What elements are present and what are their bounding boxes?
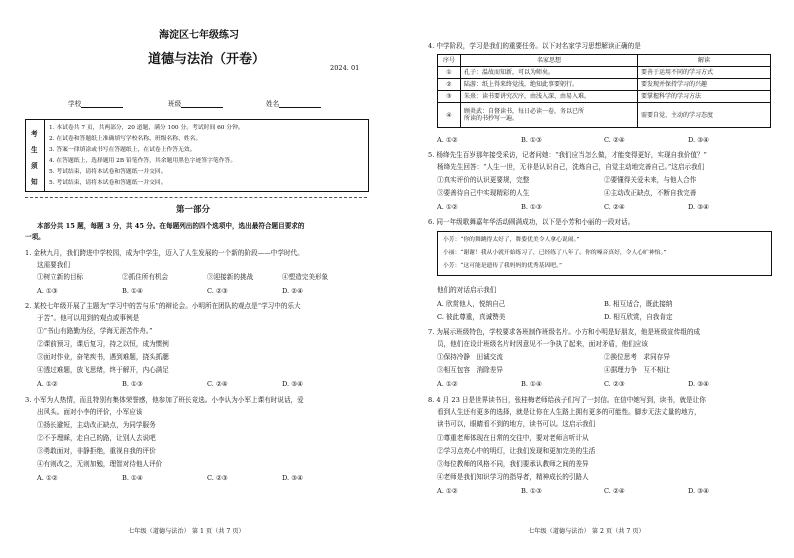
q3-item: ③勇敢面对，非静拒绝，重视自我的评价 — [37, 447, 156, 455]
q8-item: ③每位教师的风格不同，我们要承认教师之间的差异 — [437, 460, 589, 468]
q6-dialog-box — [437, 231, 772, 276]
q3-item: ②不予理睬，走自己的路，让别人去说吧 — [37, 434, 156, 442]
header-cell: 名家思想 — [461, 55, 638, 67]
q4-option-d: D. ③④ — [688, 136, 710, 144]
q2-item: ②课前预习，课后复习，持之以恒，成为惯例 — [37, 340, 169, 348]
q4-option-a: A. ①② — [437, 136, 458, 144]
table-cell: 孔子：温故而知新，可以为师矣。 — [461, 67, 638, 79]
q6-option-c: C. 彼此尊重，真诚赞美 — [437, 313, 506, 321]
q1-item: ③迎接新的挑战 — [207, 273, 254, 281]
q6-option-b: B. 相互适合，既此接纳 — [604, 300, 673, 308]
q6-ask: 他们的对话启示我们 — [437, 286, 497, 294]
table-cell: 要善于运用不同的学习方式 — [638, 67, 771, 79]
notes-label-char: 知 — [31, 178, 38, 186]
exam-notes — [25, 119, 369, 192]
q2-option-a: A. ①② — [37, 380, 58, 388]
q5-item: ④主动改正缺点，不断自我完善 — [604, 189, 697, 197]
q1-option-b: B. ①④ — [122, 287, 143, 295]
table-header — [438, 55, 771, 67]
table-row — [438, 103, 771, 128]
table-cell: 需要自觉、主动的学习态度 — [638, 103, 771, 128]
q5-item: ②要懂得关爱未来，与他人合作 — [604, 176, 697, 184]
q3-item: ④有则改之，无则加勉，理智对待他人评价 — [37, 460, 163, 468]
q4-stem: 4. 中学阶段，学习是我们的重要任务。以下对名家学习思想解读正确的是 — [428, 42, 641, 50]
header-cell: 序号 — [438, 55, 461, 67]
q3-item: ①扬长避短，主动改正缺点，为同学服务 — [37, 421, 156, 429]
q1-item: ④塑造完美形象 — [282, 273, 329, 281]
q7-item: ②换位思考 求同存异 — [604, 353, 670, 361]
school-label: 学校 — [68, 100, 82, 108]
q5-stem-cont: 杨绛先生回答：“人生一世，无非是认识自己，洗炼自己，自觉主动地完善自己。”这启示我们 — [437, 163, 705, 171]
q3-stem-cont: 出风头。面对小李的评价，小军应该 — [37, 408, 143, 416]
page-footer: 七年级（道德与法治） 第 1 页（共 7 页） — [128, 528, 245, 535]
table-cell-line: 顾炎武：自督读书，每日必读一卷，务以已所 — [464, 108, 585, 115]
name-label: 姓名 — [266, 100, 280, 108]
q7-item: ④据理力争 互不相让 — [604, 366, 670, 374]
q5-stem: 5. 杨绛先生百岁那年接受采访，记者问她：“我们应当怎么做，才能变得更好，实现自我价值？” — [428, 151, 707, 159]
q3-option-d: D. ③④ — [282, 474, 304, 482]
q8-option-c: C. ②④ — [604, 487, 625, 495]
q8-option-a: A. ①② — [437, 487, 458, 495]
note-item: 1. 本试卷共 7 页，共两部分，20 道题，满分 100 分。考试时间 60 分钟。 — [49, 125, 244, 131]
table-row — [438, 79, 771, 91]
q7-item: ③相互包容 消除差异 — [437, 366, 503, 374]
q5-option-d: D. ③④ — [688, 203, 710, 211]
note-item: 2. 在试卷和答题纸上准确填写学校名称、班级名称、姓名。 — [49, 136, 202, 142]
q8-option-b: B. ①③ — [521, 487, 542, 495]
q1-item: ①树立新的目标 — [37, 273, 84, 281]
table-cell: ① — [438, 67, 461, 79]
table-cell: 要掌握科学的学习方法 — [638, 91, 771, 103]
q8-item: ④老师是我们知识学习的指导者，精神成长的引路人 — [437, 473, 589, 481]
q6-option-d: D. 相互欣赏，自我肯定 — [604, 313, 673, 321]
table-cell: ③ — [438, 91, 461, 103]
table-cell: 要发现并保持学习的兴趣 — [638, 79, 771, 91]
exam-date: 2024. 01 — [330, 64, 360, 72]
note-item: 3. 答案一律填涂或书写在答题纸上，在试卷上作答无效。 — [49, 147, 196, 153]
q3-option-b: B. ①④ — [122, 474, 143, 482]
name-field — [266, 100, 321, 108]
q3-option-a: A. ①② — [37, 474, 58, 482]
q2-stem: 2. 某校七年级开展了主题为“学习中的苦与乐”的辩论会。小明所在团队的观点是“学习中的乐大 — [25, 302, 301, 310]
page-footer: 七年级（道德与法治） 第 2 页（共 7 页） — [528, 528, 645, 535]
table-row — [438, 91, 771, 103]
q6-option-a: A. 欣赏他人，悦纳自己 — [437, 300, 506, 308]
q3-stem: 3. 小军为人热情，而且特别有集体荣誉感，他参加了班长竞选。小李认为小军上课有时说话，爱 — [25, 396, 304, 404]
q8-option-d: D. ③④ — [688, 487, 710, 495]
q5-item: ③要善待自己中实现精彩的人生 — [437, 189, 530, 197]
q4-option-c: C. ②④ — [604, 136, 625, 144]
header-cell: 解读 — [638, 55, 771, 67]
exam-name: 海淀区七年级练习 — [159, 30, 239, 41]
q8-stem: 8. 4 月 23 日是世界读书日，张桂梅老师给孩子们写了一封信。在信中她写到，读书，就是让你 — [428, 396, 706, 404]
dialog-line: 小芳：“这可能是遗传了我妈妈的优秀基因吧。” — [443, 263, 562, 269]
notes-label-char: 考 — [31, 130, 38, 138]
q7-stem: 7. 为展示班级特色，学校要求各班制作班级名片。小方和小明是好朋友，他是班级宣传组的成 — [428, 328, 701, 336]
notes-label — [26, 120, 45, 191]
school-field — [68, 100, 123, 108]
q5-option-b: B. ①③ — [521, 203, 542, 211]
q7-option-b: B. ①④ — [521, 380, 542, 388]
q7-stem-cont: 员，他们在设计班级名片时因意见不一争执了起来，面对矛盾，他们应该 — [437, 340, 648, 348]
q7-option-d: D. ③④ — [688, 380, 710, 388]
q1-option-c: C. ②③ — [207, 287, 228, 295]
table-cell: ④ — [438, 103, 461, 128]
q2-option-b: B. ①③ — [122, 380, 143, 388]
q7-option-c: C. ②③ — [604, 380, 625, 388]
table-cell: 陆游：纸上得来终觉浅，绝知此事要躬行。 — [461, 79, 638, 91]
q8-stem-cont: 看到人生还有更多的选择，就是让你在人生路上拥有更多的可能性。脚步无法丈量的地方， — [437, 408, 701, 416]
table-row — [438, 67, 771, 79]
notes-label-char: 生 — [31, 146, 38, 154]
q2-item: ③面对作业，奋笔疾书，遇到难题，挠头抓腮 — [37, 353, 169, 361]
q1-item: ②抓住所有机会 — [122, 273, 169, 281]
q1-option-d: D. ②④ — [282, 287, 304, 295]
subject-title: 道德与法治（开卷） — [148, 52, 266, 67]
q6-stem: 6. 同一年级歌舞嘉年华活动圆满成功，以下是小芳和小丽的一段对话。 — [428, 218, 635, 226]
q1-stem: 1. 金秋九月，我们跨进中学校园，成为中学生，迈入了人生发展的一个新的阶段——中学时代。 — [25, 249, 304, 257]
q2-option-c: C. ②④ — [207, 380, 228, 388]
q4-option-b: B. ①③ — [521, 136, 542, 144]
q5-option-a: A. ①② — [437, 203, 458, 211]
table-cell — [461, 103, 638, 128]
q5-option-c: C. ②④ — [604, 203, 625, 211]
q3-option-c: C. ②③ — [207, 474, 228, 482]
q2-item: ①“书山有路勤为径，学海无涯苦作舟。” — [37, 327, 153, 335]
note-item: 4. 在答题纸上，选择题用 2B 铅笔作答，其余题用黑色字迹签字笔作答。 — [49, 158, 237, 164]
q8-stem-cont: 读书可以，眼睛看不到的地方，读书可以。这启示我们 — [437, 420, 596, 428]
q8-item: ②学习点亮心中的明灯，让我们发现和更加完美的生活 — [437, 447, 596, 455]
class-label: 班级 — [168, 100, 182, 108]
class-field — [168, 100, 223, 108]
dialog-line: 小丽：“谢谢！我从小就开始练习了，已经练了八年了。你的嗓音真好，令人心旷神怡。” — [443, 250, 667, 256]
q8-item: ①尊重老师体现在日常的交往中，要对老师言听计从 — [437, 434, 589, 442]
part1-title: 第一部分 — [176, 205, 211, 215]
q7-item: ①保持冷静 田诚交流 — [437, 353, 503, 361]
q4-table — [437, 54, 771, 128]
q7-option-a: A. ①② — [437, 380, 458, 388]
table-cell: ② — [438, 79, 461, 91]
q1-option-a: A. ①③ — [37, 287, 58, 295]
dialog-line: 小芳：“你的舞跳得太好了，舞姿优美令人拿心说闹。” — [443, 237, 580, 243]
note-item: 5. 考试结束，请将本试卷和答题纸一并交回。 — [49, 169, 167, 175]
q2-option-d: D. ③④ — [282, 380, 304, 388]
q1-stem-cont: 这需要我们 — [37, 261, 70, 269]
divider — [25, 197, 367, 198]
part1-intro-cont: 一项。 — [25, 233, 45, 241]
q2-item: ④透过难题，放飞思绪，终于解开，内心满足 — [37, 366, 169, 374]
note-item: 5. 考试结束，请将本试卷和答题纸一并交回。 — [49, 180, 167, 186]
part1-intro: 本部分共 15 题，每题 3 分，共 45 分。在每题列出的四个选项中，选出最符合题目要求的 — [37, 222, 305, 230]
q5-item: ①真实评价的认识更要规，完整 — [437, 176, 530, 184]
table-cell: 朱熹：读书要讲究次序，由浅入深、由易入难。 — [461, 91, 638, 103]
notes-label-char: 须 — [31, 162, 38, 170]
table-cell-line: 所读的书抄写一遍。 — [464, 115, 519, 122]
q2-stem-cont: 于苦”。他可以用到的观点或事例是 — [37, 314, 140, 322]
